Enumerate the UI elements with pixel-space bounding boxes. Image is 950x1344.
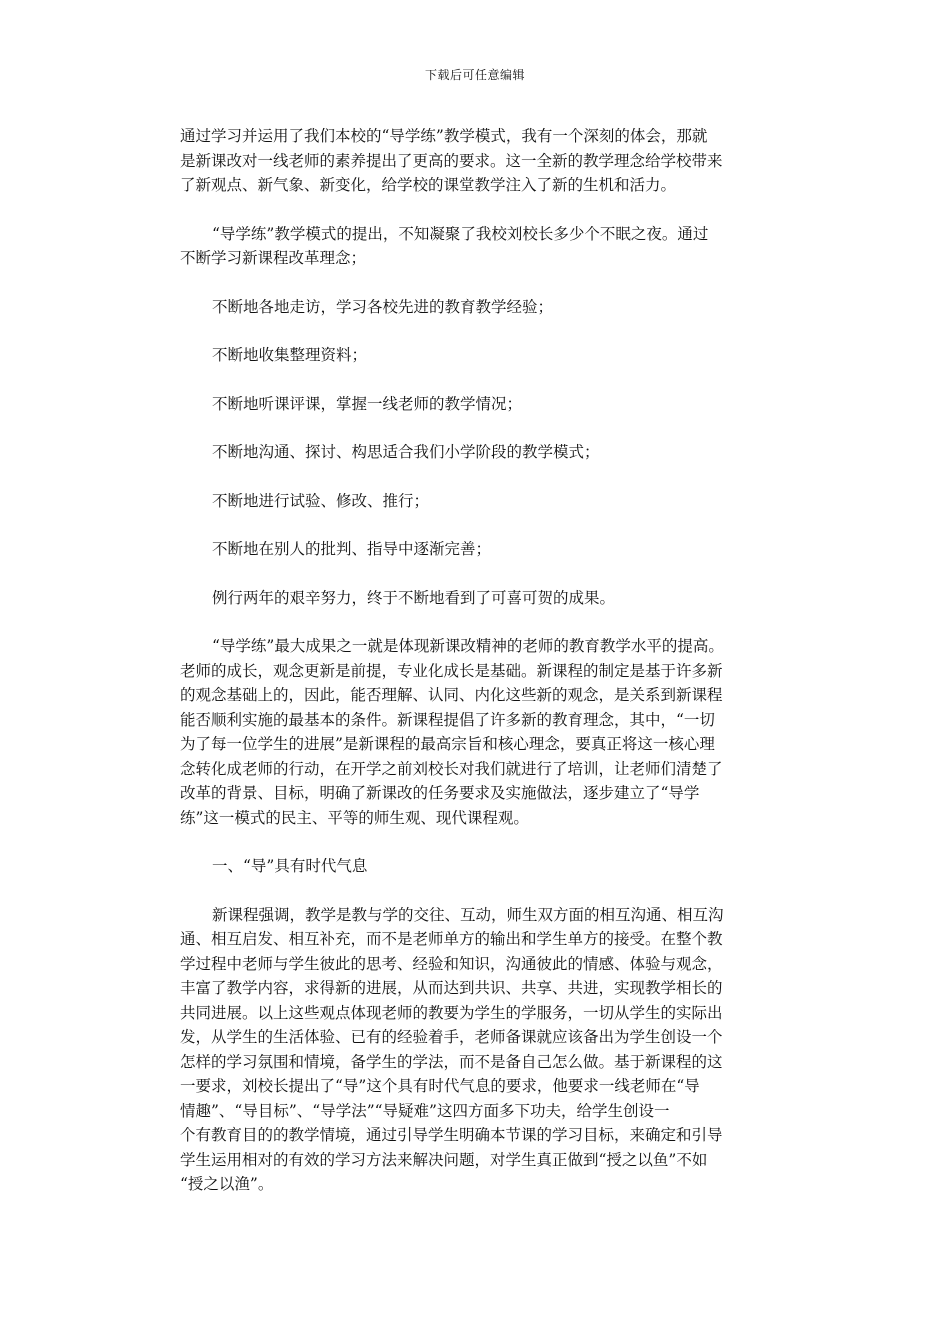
- text-line: 是新课改对一线老师的素养提出了更高的要求。这一全新的教学理念给学校带来: [180, 151, 723, 170]
- text-line: “导学练”教学模式的提出，不知凝聚了我校刘校长多少个不眠之夜。通过: [212, 224, 709, 243]
- paragraph-guide: [180, 903, 770, 1197]
- paragraph-intro: [180, 124, 770, 198]
- text-line: 怎样的学习氛围和情境，备学生的学法，而不是备自己怎么做。基于新课程的这: [180, 1052, 723, 1071]
- paragraph-improve: 不断地在别人的批判、指导中逐渐完善；: [212, 540, 492, 558]
- text-line: 能否顺利实施的最基本的条件。新课程提倡了许多新的教育理念，其中，“一切: [180, 710, 715, 729]
- text-line: 学过程中老师与学生彼此的思考、经验和知识，沟通彼此的情感、体验与观念，: [180, 954, 723, 973]
- paragraph-result: 例行两年的艰辛努力，终于不断地看到了可喜可贺的成果。: [212, 588, 616, 607]
- text-line: 念转化成老师的行动，在开学之前刘校长对我们就进行了培训，让老师们清楚了: [180, 759, 723, 778]
- text-line: 练”这一模式的民主、平等的师生观、现代课程观。: [180, 808, 529, 827]
- document-body: [180, 124, 770, 1221]
- section-heading: 一、“导”具有时代气息: [212, 857, 368, 875]
- paragraph-origin: [180, 222, 770, 271]
- text-line: 为了每一位学生的进展”是新课程的最高宗旨和核心理念，要真正将这一核心理: [180, 735, 715, 753]
- paragraph-achievement: [180, 634, 770, 830]
- text-line: 新课程强调，教学是教与学的交往、互动，师生双方面的相互沟通、相互沟: [212, 905, 724, 924]
- text-line: 丰富了教学内容，求得新的进展，从而达到共识、共享、共进，实现教学相长的: [180, 979, 723, 997]
- paragraph-collect: 不断地收集整理资料；: [212, 346, 368, 364]
- header-note: 下载后可任意编辑: [424, 68, 525, 82]
- paragraph-visit: 不断地各地走访，学习各校先进的教育教学经验；: [212, 297, 554, 316]
- text-line: 学生运用相对的有效的学习方法来解决问题，对学生真正做到“授之以鱼”不如: [180, 1150, 708, 1169]
- text-line: “导学练”最大成果之一就是体现新课改精神的老师的教育教学水平的提高。: [212, 637, 724, 655]
- text-line: 老师的成长，观念更新是前提，专业化成长是基础。新课程的制定是基于许多新: [180, 661, 723, 680]
- text-line: 不断学习新课程改革理念；: [180, 249, 367, 267]
- text-line: 改革的背景、目标，明确了新课改的任务要求及实施做法，逐步建立了“导学: [180, 784, 700, 802]
- paragraph-observe: 不断地听课评课，掌握一线老师的教学情况；: [212, 394, 523, 413]
- text-line: 了新观点、新气象、新变化，给学校的课堂教学注入了新的生机和活力。: [180, 176, 677, 194]
- text-line: 通、相互启发、相互补充，而不是老师单方的输出和学生单方的接受。在整个教: [180, 930, 723, 948]
- text-line: 通过学习并运用了我们本校的“导学练”教学模式，我有一个深刻的体会，那就: [180, 127, 708, 145]
- text-line: 情趣”、“导目标”、“导学法”“导疑难”这四方面多下功夫，给学生创设一: [180, 1101, 670, 1120]
- text-line: 共同进展。以上这些观点体现老师的教要为学生的学服务，一切从学生的实际出: [180, 1003, 723, 1022]
- paragraph-trial: 不断地进行试验、修改、推行；: [212, 491, 430, 510]
- text-line: “授之以渔”。: [180, 1175, 274, 1193]
- text-line: 个有教育目的的教学情境，通过引导学生明确本节课的学习目标，来确定和引导: [180, 1126, 723, 1144]
- paragraph-discuss: 不断地沟通、探讨、构思适合我们小学阶段的教学模式；: [212, 443, 600, 461]
- text-line: 的观念基础上的，因此，能否理解、认同、内化这些新的观念，是关系到新课程: [180, 686, 723, 704]
- text-line: 一要求，刘校长提出了“导”这个具有时代气息的要求，他要求一线老师在“导: [180, 1077, 700, 1095]
- text-line: 发，从学生的生活体验、已有的经验着手，老师备课就应该备出为学生创设一个: [180, 1028, 723, 1046]
